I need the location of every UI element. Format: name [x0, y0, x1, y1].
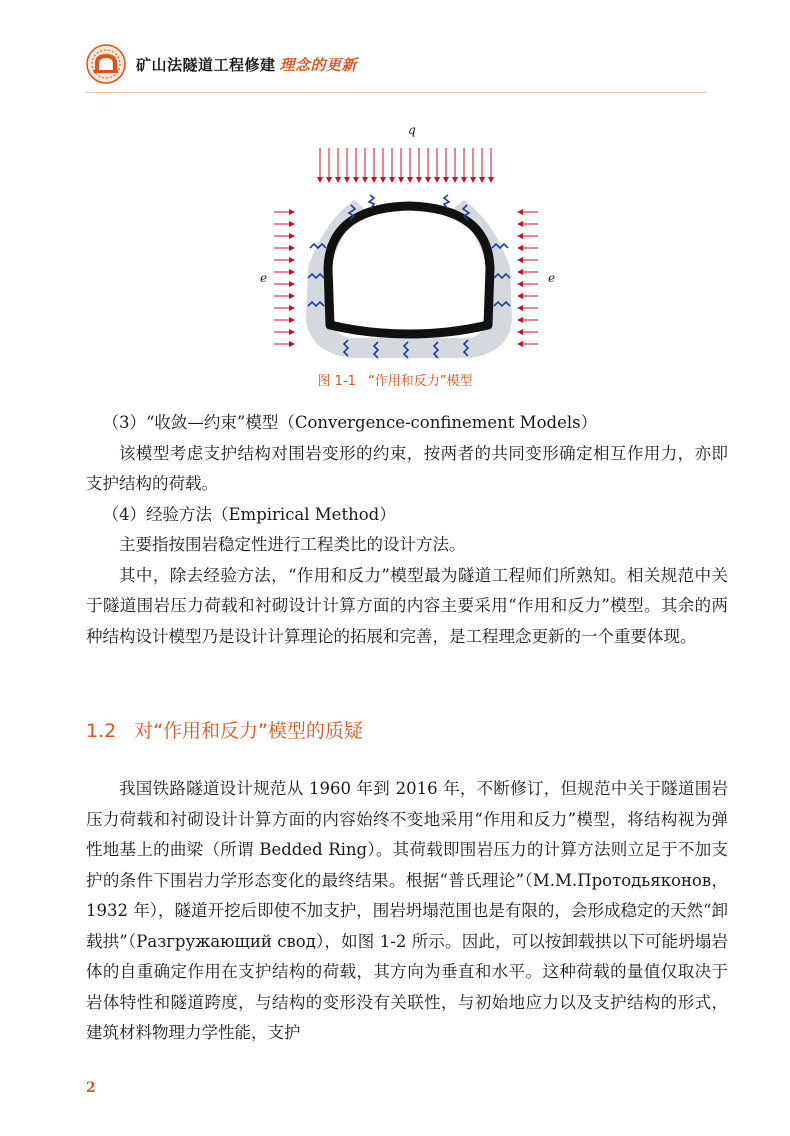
paragraph: 其中，除去经验方法，“作用和反力”模型最为隧道工程师们所熟知。相关规范中关于隧道围岩压力荷载和衬砌设计计算方面的内容主要采用“作用和反力”模型。其余的两种结构设计模型乃是设计计算理论的拓展和完善，是工程理念更新的一个重要体现。 [86, 565, 728, 646]
page-number: 2 [86, 1080, 96, 1096]
figure-caption-text: “作用和反力”模型 [368, 374, 473, 389]
page-header [86, 40, 726, 90]
running-header-title: 矿山法隧道工程修建 理念的更新 [136, 56, 358, 74]
vertical-load-arrows [320, 148, 491, 182]
header-divider [86, 92, 706, 93]
load-q-label: q [408, 123, 416, 137]
left-load-e-label: e [260, 271, 268, 285]
body-text-lower [86, 774, 728, 1049]
left-lateral-load-arrows [274, 212, 294, 344]
action-reaction-model-figure [260, 120, 560, 360]
body-text-upper [86, 408, 728, 652]
right-load-e-label: e [548, 271, 556, 285]
tunnel-lining [328, 206, 490, 334]
paragraph: 主要指按围岩稳定性进行工程类比的设计方法。 [119, 535, 466, 554]
running-header-accent: 理念的更新 [279, 56, 358, 74]
book-logo-icon [86, 44, 126, 84]
figure-number: 图 1-1 [317, 374, 356, 389]
paragraph: 该模型考虑支护结构对围岩变形的约束，按两者的共同变形确定相互作用力，亦即支护结构的荷载。 [86, 443, 728, 493]
model-heading-empirical: （4）经验方法（Empirical Method） [102, 504, 396, 524]
section-title: 对“作用和反力”模型的质疑 [134, 720, 363, 742]
section-number: 1.2 [86, 720, 117, 742]
paragraph: 我国铁路隧道设计规范从 1960 年到 2016 年，不断修订，但规范中关于隧道围岩压力荷载和衬砌设计计算方面的内容始终不变地采用“作用和反力”模型，将结构视为弹性地基上的曲梁（所谓 Bedded Ring）。其荷载即围岩压力的计算方法则立足于不加支护的条件下围岩力学形态变化的最终结果。根据“普氏理论”（M.M.Протодьяконов，1932 年），隧道开挖后即使不加支护，围岩坍塌范围也是有限的，会形成稳定的天然“卸载拱”（Разгружающий свод），如图 1-2 所示。因此，可以按卸载拱以下可能坍塌岩体的自重确定作用在支护结构的荷载，其方向为垂直和水平。这种荷载的量值仅取决于岩体特性和隧道跨度，与结构的变形没有关联性，与初始地应力以及支护结构的形式，建筑材料物理力学性能，支护 [86, 779, 728, 1042]
section-heading [86, 716, 363, 743]
right-lateral-load-arrows [518, 212, 538, 344]
figure-caption [0, 370, 790, 389]
model-heading-convergence: （3）“收敛—约束”模型（Convergence-confinement Models） [102, 413, 598, 432]
